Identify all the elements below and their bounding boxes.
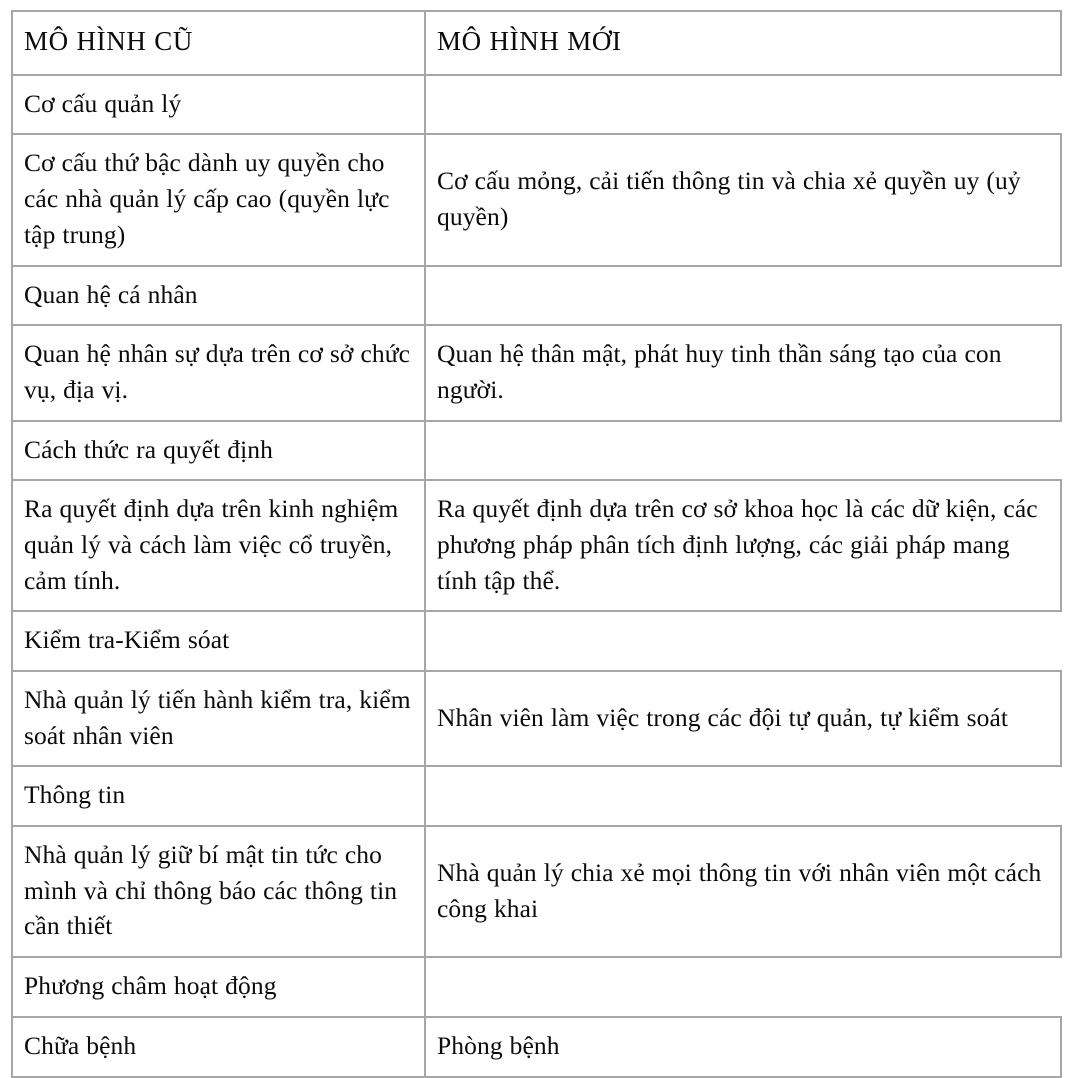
column-header-old-model: [11, 10, 424, 74]
row-value-text: Quan hệ thân mật, phát huy tinh thần sáng tạo của con người.: [437, 339, 1002, 404]
row-value-text: Ra quyết định dựa trên cơ sở khoa học là các dữ kiện, các phương pháp phân tích định lượng, các giải pháp mang tính tập thể.: [437, 494, 1038, 595]
row-label-text: Cách thức ra quyết định: [24, 434, 273, 464]
table-header-row: [11, 10, 1062, 74]
row-value-cell: [424, 74, 1062, 134]
table-row: [11, 670, 1062, 765]
row-label-cell: [11, 265, 424, 325]
row-value-text: Nhà quản lý chia xẻ mọi thông tin với nhân viên một cách công khai: [437, 857, 1042, 923]
row-value-text: Nhân viên làm việc trong các đội tự quản, tự kiểm soát: [437, 702, 1009, 732]
row-value-cell: [424, 265, 1062, 325]
row-value-cell: [424, 825, 1062, 956]
row-label-cell: [11, 479, 424, 610]
column-header-old-model-label: MÔ HÌNH CŨ: [24, 26, 193, 56]
table-row: [11, 479, 1062, 610]
row-value-cell: [424, 765, 1062, 825]
row-value-cell: [424, 479, 1062, 610]
column-header-new-model: [424, 10, 1062, 74]
row-label-text: Cơ cấu quản lý: [24, 88, 182, 118]
table-row: [11, 265, 1062, 325]
row-label-cell: [11, 74, 424, 134]
row-label-text: Chữa bệnh: [24, 1030, 137, 1060]
row-label-text: Ra quyết định dựa trên kinh nghiệm quản lý và cách làm việc cổ truyền, cảm tính.: [24, 494, 399, 595]
row-label-text: Quan hệ cá nhân: [24, 279, 198, 309]
table-body: [11, 10, 1062, 1078]
row-label-cell: [11, 324, 424, 419]
row-label-text: Nhà quản lý tiến hành kiểm tra, kiểm soát nhân viên: [24, 685, 411, 750]
row-value-cell: [424, 610, 1062, 670]
row-value-cell: [424, 324, 1062, 419]
row-label-cell: [11, 420, 424, 480]
table-row: [11, 324, 1062, 419]
row-label-cell: [11, 825, 424, 956]
row-label-text: Kiểm tra-Kiểm sóat: [24, 625, 230, 655]
table-row: [11, 610, 1062, 670]
table-row: [11, 765, 1062, 825]
row-value-cell: [424, 670, 1062, 765]
row-label-text: Phương châm hoạt động: [24, 971, 277, 1001]
comparison-table: [11, 10, 1062, 1078]
row-value-cell: [424, 420, 1062, 480]
row-value-cell: [424, 956, 1062, 1016]
column-header-new-model-label: MÔ HÌNH MỚI: [437, 26, 622, 56]
table-row: [11, 956, 1062, 1016]
row-label-text: Thông tin: [24, 780, 126, 810]
row-value-text: Cơ cấu mỏng, cải tiến thông tin và chia xẻ quyền uy (uỷ quyền): [437, 166, 1021, 232]
row-label-text: Quan hệ nhân sự dựa trên cơ sở chức vụ, địa vị.: [24, 339, 411, 404]
row-label-cell: [11, 133, 424, 264]
row-label-cell: [11, 765, 424, 825]
row-label-cell: [11, 670, 424, 765]
row-value-text: Phòng bệnh: [437, 1030, 560, 1060]
row-label-cell: [11, 610, 424, 670]
table-row: [11, 133, 1062, 264]
row-value-cell: [424, 133, 1062, 264]
table-row: [11, 74, 1062, 134]
row-label-text: Cơ cấu thứ bậc dành uy quyền cho các nhà quản lý cấp cao (quyền lực tập trung): [24, 148, 390, 249]
table-row: [11, 420, 1062, 480]
row-label-text: Nhà quản lý giữ bí mật tin tức cho mình và chỉ thông báo các thông tin cần thiết: [24, 840, 398, 941]
row-label-cell: [11, 956, 424, 1016]
table-row: [11, 825, 1062, 956]
